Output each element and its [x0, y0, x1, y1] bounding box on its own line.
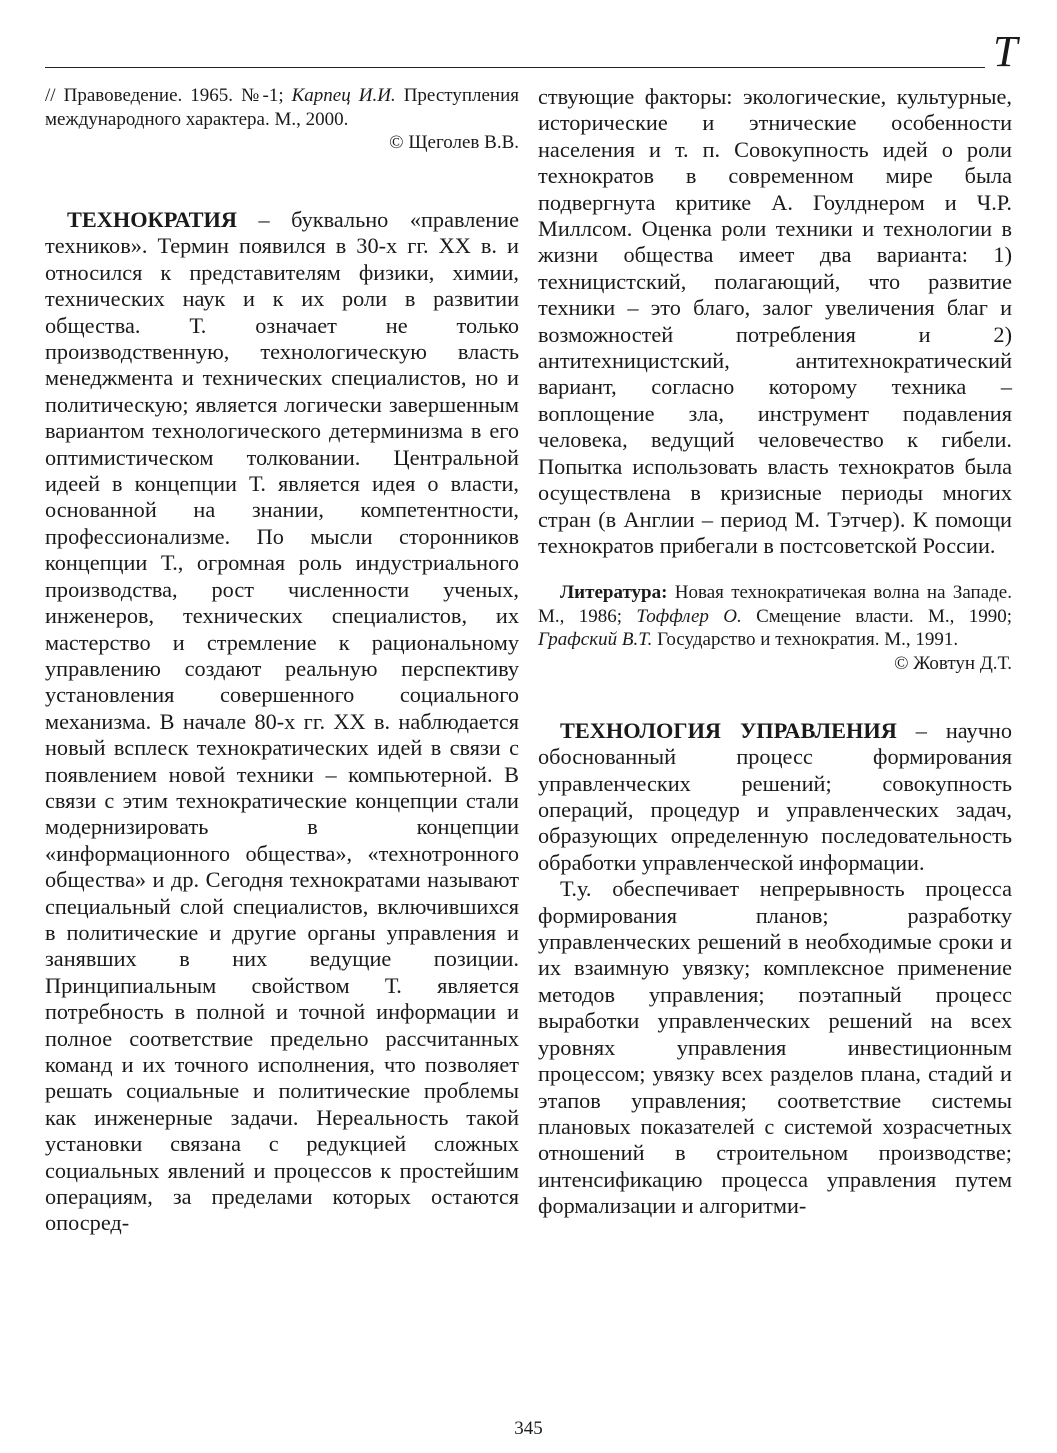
literature-label: Литература:: [560, 582, 668, 604]
bib-author: Карпец И.И.: [291, 85, 396, 106]
literature: [538, 581, 1012, 652]
running-letter: Т: [993, 27, 1018, 76]
right-column: [538, 84, 1012, 1220]
copyright-author-1: © Щеголев В.В.: [389, 132, 519, 153]
lit-part-3: Государство и технократия. М., 1991.: [652, 629, 959, 651]
entry-continuation: ствующие факторы: экологические, культурные, исторические и этнические особенности населения и т. п. Совокупность идей о роли технократов в современном мире была подвергнута критике А. Гоулднером и Ч.Р. Миллсом. Оценка роли техники и технологии в жизни общества имеет два варианта: 1) техницистский, полагающий, что развитие техники – это благо, залог увеличения благ и возможностей потребления и 2) антитехницистский, антитехнократический вариант, согласно которому техника – воплощение зла, инструмент подавления человека, ведущий человечество к гибели. Попытка использовать власть технократов была осуществлена в кризисные периоды многих стран (в Англии – период М. Тэтчер). К помощи технократов прибегали в постсоветской России.: [538, 84, 1012, 558]
left-column: [45, 84, 519, 1237]
copyright-author-2: © Жовтун Д.Т.: [894, 652, 1012, 674]
entry-text-technocracy: – буквально «правление техников». Термин появился в 30-х гг. XX в. и относился к представителям физики, химии, технических наук и к их роли в развитии общества. Т. означает не только производственную, технологическую власть менеджмента и технических специалистов, но и политическую; является логически завершенным вариантом технологического детерминизма в его оптимистическом толковании. Центральной идеей в концепции Т. является идея о власти, основанной на знании, компетентности, профессионализме. По мысли сторонников концепции Т., огромная роль индустриального производства, рост численности ученых, инженеров, технических специалистов, их мастерство и стремление к рациональному управлению создают реальную перспективу установления совершенного социального механизма. В начале 80-х гг. XX в. наблюдается новый всплеск технократических идей в связи с появлением новой техники – компьютерной. В связи с этим технократические концепции стали модернизировать в концепции «информационного общества», «технотронного общества» и др. Сегодня технократами называют специальный слой специалистов, включившихся в политические и другие органы управления и занявших в них ведущие позиции. Принципиальным свойством Т. является потребность в полной и точной информации и полное соответствие предельно рассчитанных команд и их точного исполнения, что позволяет решать социальные и политические проблемы как инженерные задачи. Нереальность такой установки связана с редукцией сложных социальных явлений и процессов к простейшим операциям, за пределами которых остаются опосред-: [45, 207, 519, 1236]
lit-author-2: Графский В.Т.: [538, 629, 653, 651]
entry-term-technocracy: ТЕХНОКРАТИЯ: [67, 207, 237, 232]
entry-technocracy: [45, 207, 519, 1237]
page-number: 345: [514, 1418, 543, 1439]
bib-prefix: // Правоведение. 1965. №-1;: [45, 85, 292, 106]
entry-text-management-technology: – научно обоснованный процесс формирования управленческих решений; совокупность операций, процедур и управленческих задач, образующих определенную последовательность обработки управленческой информации.: [538, 717, 1012, 875]
lit-part-2: Смещение власти. М., 1990;: [741, 605, 1012, 627]
entry-management-technology: [538, 718, 1012, 876]
bib-rest: Преступления международного характера. М., 2000.: [45, 85, 519, 130]
entry-management-technology-para2: Т.у. обеспечивает непрерывность процесса формирования планов; разработку управленческих решений в необходимые сроки и их взаимную увязку; комплексное применение методов управления; поэтапный процесс выработки управленческих решений на всех уровнях управления инвестиционным процессом; увязку всех разделов плана, стадий и этапов управления; соответствие системы плановых показателей с системой хозрасчетных отношений в строительном производстве; интенсификацию процесса управления путем формализации и алгоритми-: [538, 876, 1012, 1219]
lit-author-1: Тоффлер О.: [636, 605, 742, 627]
lit-part-1: Новая технократичекая волна на Западе. М., 1986;: [538, 582, 1012, 627]
header-rule: [45, 67, 985, 68]
entry-term-management-technology: ТЕХНОЛОГИЯ УПРАВЛЕНИЯ: [560, 717, 897, 743]
bibliography-fragment: [45, 84, 519, 131]
